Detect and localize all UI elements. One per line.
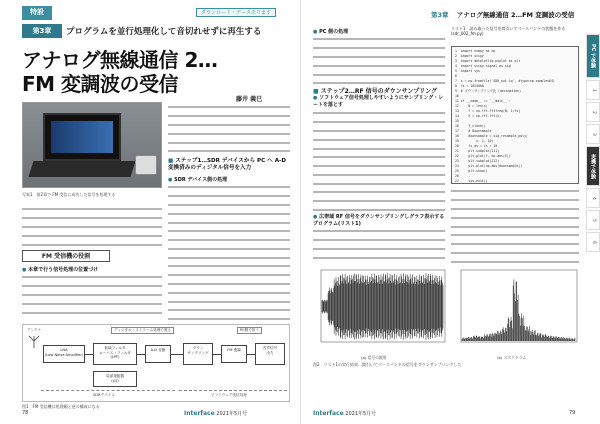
sdr-device-bracket xyxy=(41,367,175,391)
arrow xyxy=(85,354,93,355)
page-number-right: 79 xyxy=(569,410,576,416)
chart-a-svg xyxy=(313,266,449,352)
lpf-block: 低域フィルタ ローパス・フィルタ (LPF) xyxy=(93,343,137,365)
code-lines xyxy=(455,49,575,184)
chart-b-label: (b) スペクトラム xyxy=(497,355,527,360)
section1-subheading: ● SDR デバイス側の処理 xyxy=(168,176,227,183)
laptop-screen xyxy=(43,113,121,161)
section1-heading: ■ ステップ1…SDR デバイスから PC へ A-D 変換済みのディジタル信号を入力 xyxy=(168,158,290,172)
code-line: 6 xyxy=(455,74,457,78)
sdr-device-image xyxy=(135,155,157,175)
side-tab-1[interactable]: 1 xyxy=(586,80,600,100)
code-line: 27 sys.exit() xyxy=(455,179,488,183)
chart-b xyxy=(453,266,581,352)
fig-top-label-1: ディジタル・ストリーム処理で遅る xyxy=(111,327,174,334)
antenna-label: アンテナ xyxy=(27,328,42,332)
step2-subheading: ● ソフトウェア信号処理しやすいようにサンプリング・レートを落とす xyxy=(313,95,445,108)
left-column-text xyxy=(22,206,162,248)
figure2-caption: 図2 リスト1の実行結果…間引いてベースバンドの信号をダウンサンプリングした xyxy=(313,362,462,367)
arrow xyxy=(137,354,145,355)
section2-text xyxy=(22,274,162,320)
intro-text xyxy=(168,104,290,156)
code-line: 21 plt.subplot(211) xyxy=(455,149,500,153)
fig-top-label-2: PC側で担う xyxy=(237,327,262,334)
arrow xyxy=(213,354,221,355)
code-line: 1 import numpy as np xyxy=(455,49,496,53)
step2-subheading-2: ● 広帯域 RF 信号をダウンサンプリングしグラフ表示するプログラム(リスト1) xyxy=(313,214,445,227)
step2-text xyxy=(313,110,445,214)
fig-bottom-label-1: SDRデバイス xyxy=(93,393,115,397)
code-line: 8 fs = 1024000 xyxy=(455,84,484,88)
downsampling-block: ダウン サンプリング xyxy=(183,343,213,365)
footer-brand-left: Interface xyxy=(184,410,215,417)
code-line: 14 X = np.fft.fft(x) xyxy=(455,114,502,118)
footer-issue-left: 2021年5月号 xyxy=(216,411,248,417)
footer-issue-right: 2021年5月号 xyxy=(345,411,377,417)
code-line: 4 import scipy.signal as sig xyxy=(455,64,511,68)
running-header xyxy=(431,10,574,19)
lna-block: LNA (Low Noise Amplifier) xyxy=(43,345,85,363)
lo-block: 局部発振器 (LO) xyxy=(93,371,137,387)
code-line: 13 f = np.fft.fftfreq(N, 1/fs) xyxy=(455,109,521,113)
photo-caption: 写真1 第2章で FM 受信に成功した信号を処理する xyxy=(22,192,116,197)
code-line: 9 # ダウンサンプリング比 (decimation) xyxy=(455,89,522,93)
header-title: アナログ無線通信 2…FM 変調波の受信 xyxy=(456,11,575,19)
code-line: 25 plt.show() xyxy=(455,169,488,173)
adc-block: A-D 変換 xyxy=(145,345,171,363)
side-tab-6[interactable]: 6 xyxy=(586,232,600,252)
code-line: 2 import scipy xyxy=(455,54,484,58)
audio-output-block: 音声信号 出力 xyxy=(255,343,285,365)
side-tab-2[interactable]: 2 xyxy=(586,102,600,122)
side-tab-5[interactable]: 5 xyxy=(586,210,600,230)
code-line: 10 xyxy=(455,94,459,98)
side-tab-3[interactable]: 3 xyxy=(586,124,600,144)
chapter-label: 第3章 xyxy=(22,24,62,38)
code-line: 5 import sys xyxy=(455,69,480,73)
figure1-block-diagram xyxy=(22,324,290,402)
arrow xyxy=(247,354,255,355)
author-name: 藤井 義巳 xyxy=(236,96,263,103)
article-title-line1: アナログ無線通信 2… xyxy=(22,48,218,72)
side-tab-4[interactable]: 4 xyxy=(586,188,600,208)
software-bracket xyxy=(179,367,287,391)
code-line: 7 x = np.fromfile('SDR_out.iq', dtype=np.complex64) xyxy=(455,79,555,83)
section1-text xyxy=(168,184,290,320)
code-line: 20 fs_ds = fs / 10 xyxy=(455,144,498,148)
figure1-caption: 図1 FM 受信機は処理順と逆の構成になる xyxy=(22,404,100,409)
fig-bottom-label-2: ソフトウェア受信処理 xyxy=(211,393,247,397)
code-line: 11 if __name__ == '__main__': xyxy=(455,99,511,103)
chart-a xyxy=(313,266,449,352)
pc-section-heading: ● PC 側の処理 xyxy=(313,28,348,35)
fm-demod-block: FM 復調 xyxy=(221,345,247,363)
code-line: 23 plt.subplot(212) xyxy=(455,159,500,163)
footer-left xyxy=(184,410,247,417)
page-number-left: 78 xyxy=(22,410,29,416)
section2-box-heading: FM 受信機の役割 xyxy=(22,250,110,262)
code-line: 17 # Downsample xyxy=(455,129,492,133)
side-tabs xyxy=(586,34,600,254)
antenna-icon xyxy=(27,335,41,349)
article-title-line2: FM 変調波の受信 xyxy=(22,72,179,96)
article-subtitle: プログラムを並行処理化して音切れせずに再生する xyxy=(66,27,262,37)
code-line: 19 x, 1, 10) xyxy=(455,139,494,143)
laptop-keyboard xyxy=(28,161,135,177)
laptop-photo xyxy=(22,102,162,188)
code-line: 12 N = len(x) xyxy=(455,104,488,108)
arrow xyxy=(171,354,183,355)
chart-a-label: (a) 信号の波形 xyxy=(361,355,387,360)
footer-brand-right: Interface xyxy=(313,410,344,417)
right-column-text xyxy=(451,188,579,264)
step2-heading: ■ ステップ2…RF 信号のダウンサンプリング xyxy=(313,86,437,95)
code-line: 16 f_clone() xyxy=(455,124,486,128)
footer-right xyxy=(313,410,376,417)
code-line: 22 plt.plot(f, np.abs(X)) xyxy=(455,154,511,158)
right-page xyxy=(300,0,600,424)
code-line: 18 downsample = sig.resample_poly( xyxy=(455,134,528,138)
chart-b-svg xyxy=(453,266,581,352)
code-line: 26 xyxy=(455,174,459,178)
code-listing xyxy=(451,46,579,184)
header-chapter: 第3章 xyxy=(431,11,449,19)
side-tab-pc[interactable]: PC で体験 xyxy=(586,34,600,78)
feature-tag: 特設 xyxy=(22,6,52,20)
pc-section-text xyxy=(313,36,445,84)
download-badge: ダウンロード・データあります xyxy=(196,8,276,17)
step2-text-2 xyxy=(313,228,445,262)
side-tab-device[interactable]: 実機で体験 xyxy=(586,146,600,186)
section2-subheading: ● 本章で行う信号処理の位置づけ xyxy=(22,266,98,273)
code-line: 15 xyxy=(455,119,459,123)
code-line: 3 import matplotlib.pyplot as plt xyxy=(455,59,521,63)
code-line: 24 plt.plot(np.abs(downsample)) xyxy=(455,164,523,168)
listing-caption: リスト1 読み取った信号を間引いてベースバンドの状態を作る(sdr_002_fm.py) xyxy=(451,26,566,36)
